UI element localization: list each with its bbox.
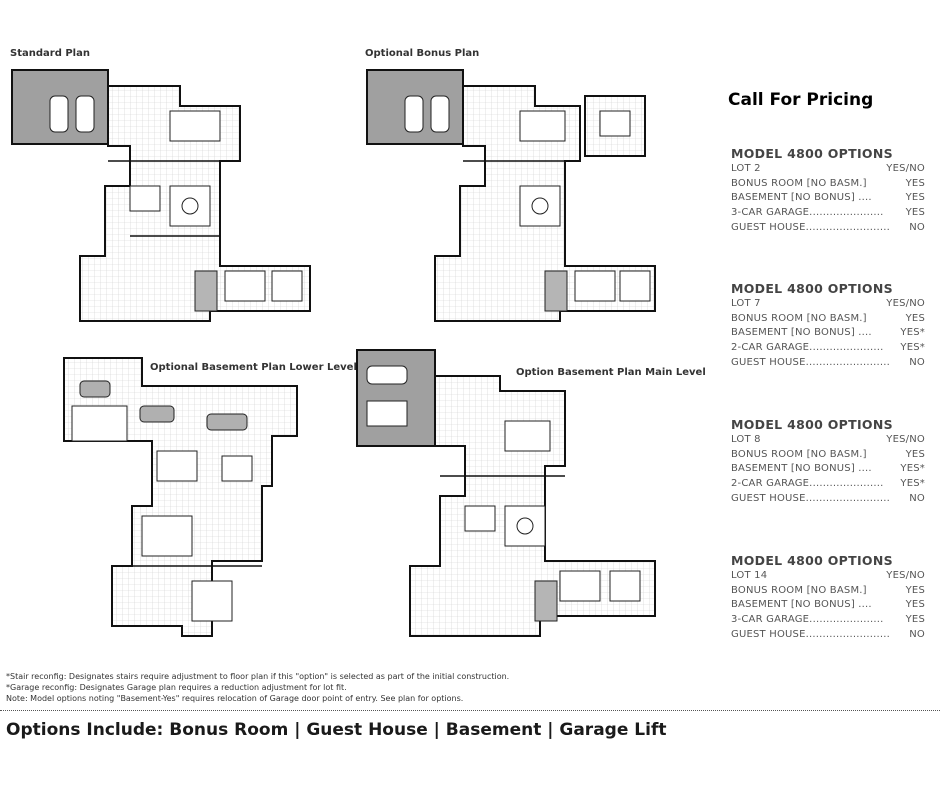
options-title: MODEL 4800 OPTIONS xyxy=(731,146,893,161)
option-label: LOT 8 xyxy=(731,434,761,445)
option-value: NO xyxy=(909,356,925,368)
options-row xyxy=(731,312,925,327)
option-label: GUEST HOUSE......................... xyxy=(731,356,891,368)
options-row xyxy=(731,433,925,448)
options-row xyxy=(731,598,925,613)
basement-lower-plan-title: Optional Basement Plan Lower Level xyxy=(150,362,357,373)
option-label: GUEST HOUSE......................... xyxy=(731,221,891,233)
option-label: BONUS ROOM [NO BASM.] xyxy=(731,448,867,460)
option-value: YES xyxy=(905,614,925,626)
option-value: YES xyxy=(905,177,925,189)
options-footer: Options Include: Bonus Room | Guest House | Basement | Garage Lift xyxy=(6,720,667,740)
option-value: YES/NO xyxy=(886,163,925,174)
options-row xyxy=(731,462,925,477)
option-value: NO xyxy=(909,492,925,504)
option-value: YES/NO xyxy=(886,570,925,581)
option-value: NO xyxy=(909,221,925,233)
options-row xyxy=(731,177,925,192)
options-row xyxy=(731,221,925,236)
options-row xyxy=(731,584,925,599)
option-label: LOT 7 xyxy=(731,298,761,309)
bonus-floor-plan xyxy=(365,66,705,331)
option-label: 2-CAR GARAGE...................... xyxy=(731,478,884,490)
option-label: 2-CAR GARAGE...................... xyxy=(731,342,884,354)
option-value: YES xyxy=(905,192,925,204)
basement-lower-floor-plan xyxy=(62,356,347,651)
options-block xyxy=(731,417,925,507)
standard-plan-title: Standard Plan xyxy=(10,48,90,59)
option-label: BONUS ROOM [NO BASM.] xyxy=(731,584,867,596)
call-for-pricing: Call For Pricing xyxy=(728,90,874,110)
option-label: LOT 2 xyxy=(731,163,761,174)
options-block xyxy=(731,553,925,643)
option-value: YES* xyxy=(900,478,925,490)
option-label: BONUS ROOM [NO BASM.] xyxy=(731,312,867,324)
options-row xyxy=(731,356,925,371)
option-label: LOT 14 xyxy=(731,570,768,581)
option-value: NO xyxy=(909,628,925,640)
option-label: BASEMENT [NO BONUS] .... xyxy=(731,327,872,339)
option-label: 3-CAR GARAGE...................... xyxy=(731,614,884,626)
option-label: GUEST HOUSE......................... xyxy=(731,628,891,640)
options-title: MODEL 4800 OPTIONS xyxy=(731,417,893,432)
options-row xyxy=(731,448,925,463)
option-value: YES xyxy=(905,599,925,611)
options-block xyxy=(731,146,925,236)
options-row xyxy=(731,613,925,628)
options-row xyxy=(731,628,925,643)
options-row xyxy=(731,477,925,492)
option-label: 3-CAR GARAGE...................... xyxy=(731,207,884,219)
options-row xyxy=(731,162,925,177)
note-stair: *Stair reconfig: Designates stairs require adjustment to floor plan if this "option" is selected as part of the initial construction. xyxy=(6,672,510,681)
option-label: BASEMENT [NO BONUS] .... xyxy=(731,463,872,475)
options-row xyxy=(731,326,925,341)
option-label: BASEMENT [NO BONUS] .... xyxy=(731,192,872,204)
options-row xyxy=(731,206,925,221)
option-value: YES xyxy=(905,584,925,596)
option-value: YES/NO xyxy=(886,434,925,445)
options-block xyxy=(731,281,925,371)
options-title: MODEL 4800 OPTIONS xyxy=(731,553,893,568)
options-row xyxy=(731,191,925,206)
note-basement: Note: Model options noting "Basement-Yes" requires relocation of Garage door point of entry. See plan for options. xyxy=(6,694,464,703)
standard-floor-plan xyxy=(10,66,325,331)
option-value: YES xyxy=(905,312,925,324)
options-row xyxy=(731,492,925,507)
option-value: YES/NO xyxy=(886,298,925,309)
dotted-divider xyxy=(0,710,940,711)
option-value: YES xyxy=(905,207,925,219)
option-label: BONUS ROOM [NO BASM.] xyxy=(731,177,867,189)
option-value: YES xyxy=(905,448,925,460)
option-label: GUEST HOUSE......................... xyxy=(731,492,891,504)
option-label: BASEMENT [NO BONUS] .... xyxy=(731,599,872,611)
options-row xyxy=(731,297,925,312)
option-value: YES* xyxy=(900,327,925,339)
options-row xyxy=(731,569,925,584)
option-value: YES* xyxy=(900,463,925,475)
option-value: YES* xyxy=(900,342,925,354)
basement-main-floor-plan xyxy=(355,346,695,658)
options-row xyxy=(731,341,925,356)
options-title: MODEL 4800 OPTIONS xyxy=(731,281,893,296)
note-garage: *Garage reconfig: Designates Garage plan requires a reduction adjustment for lot fit. xyxy=(6,683,347,692)
bonus-plan-title: Optional Bonus Plan xyxy=(365,48,480,59)
basement-main-plan-title: Option Basement Plan Main Level xyxy=(516,367,706,378)
